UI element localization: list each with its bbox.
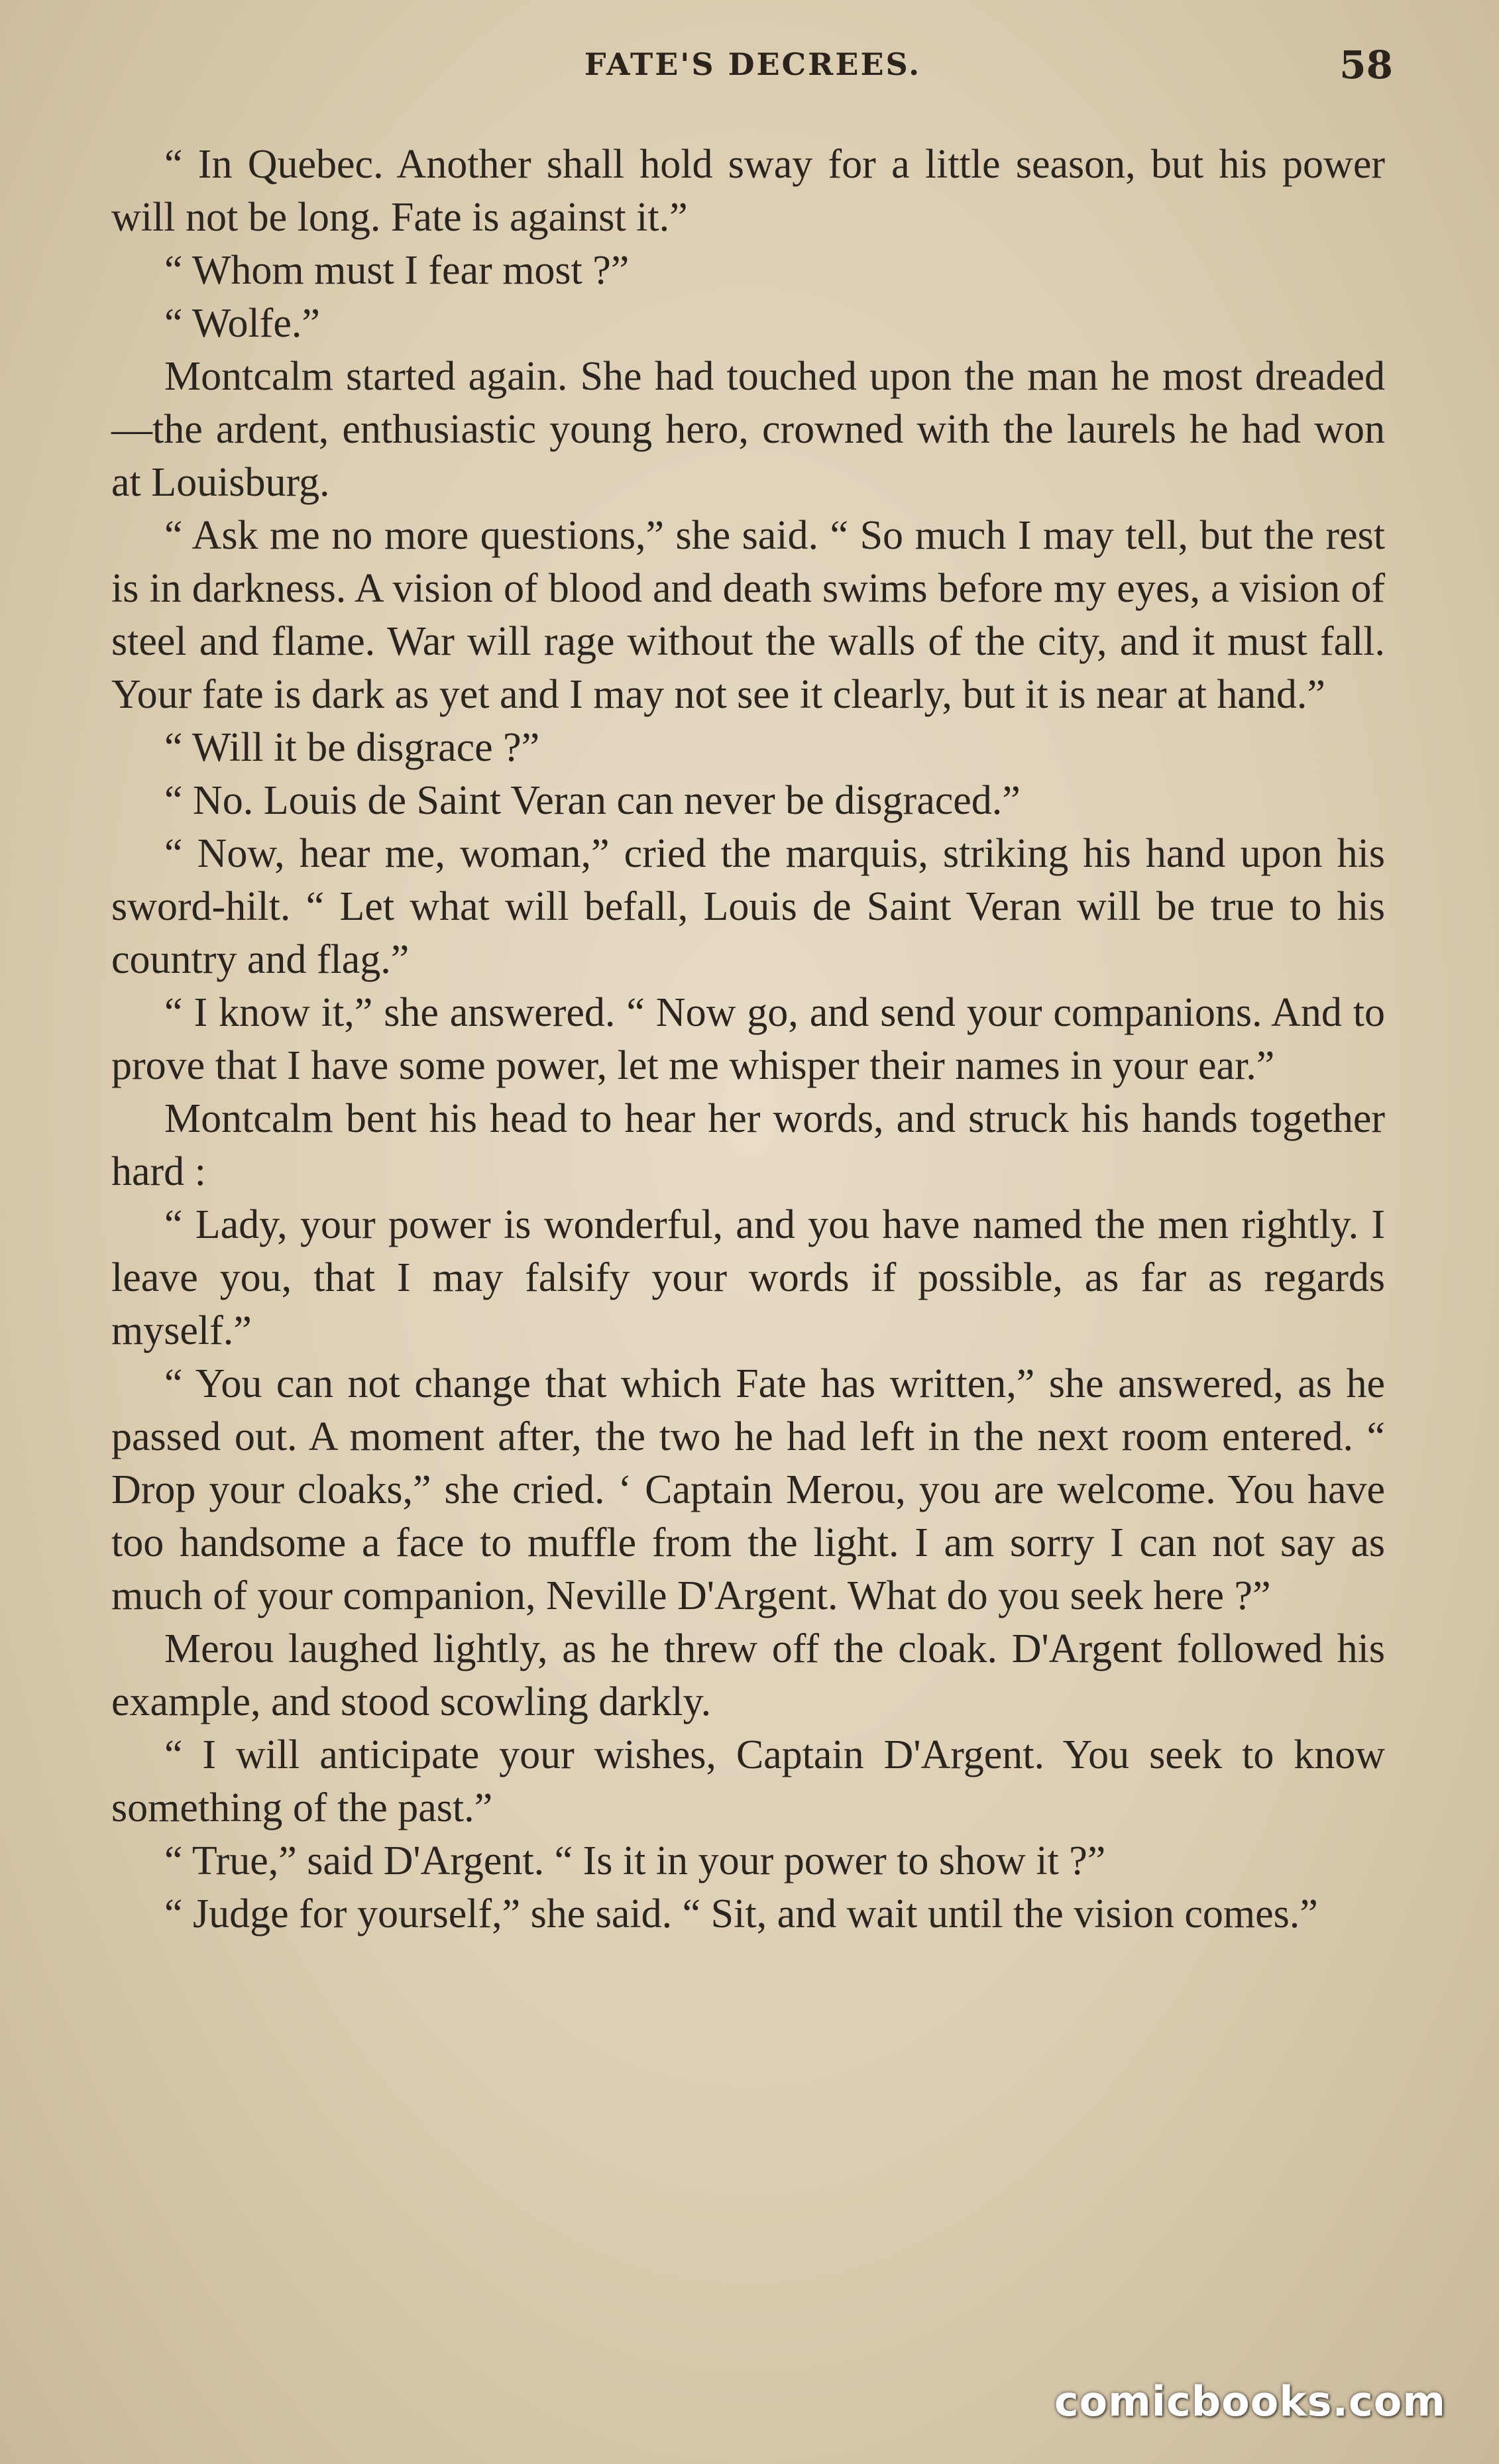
running-head: FATE'S DECREES.: [584, 46, 922, 82]
page-number: 58: [1339, 42, 1393, 87]
paragraph: “ True,” said D'Argent. “ Is it in your power to show it ?”: [164, 1838, 1106, 1883]
paragraph: “ Judge for yourself,” she said. “ Sit, and wait until the vision comes.”: [164, 1891, 1318, 1936]
paragraph: “ I know it,” she answered. “ Now go, and send your companions. And to prove that I have some power, let me whisper their names in your ear.”: [111, 990, 1385, 1088]
paragraph: “ You can not change that which Fate has written,” she answered, as he passed out. A moment after, the two he had left in the next room entered. “ Drop your cloaks,” she cried. ‘ Captain Merou, you are welcome. You have too handsome a face to muffle from the light. I am sorry I can not say as much of your companion, Neville D'Argent. What do you seek here ?”: [111, 1361, 1385, 1618]
paragraph: “ Now, hear me, woman,” cried the marquis, striking his hand upon his sword-hilt. “ Let what will befall, Louis de Saint Veran will be true to his country and flag.”: [111, 831, 1385, 982]
paragraph: Montcalm bent his head to hear her words, and struck his hands together hard :: [111, 1096, 1385, 1194]
paragraph: “ In Quebec. Another shall hold sway for a little season, but his power will not be long. Fate is against it.”: [111, 142, 1385, 240]
paragraph: “ Ask me no more questions,” she said. “ So much I may tell, but the rest is in darkness. A vision of blood and death swims before my eyes, a vision of steel and flame. War will rage without the walls of the city, and it must fall. Your fate is dark as yet and I may not see it clearly, but it is near at hand.”: [111, 513, 1385, 717]
paragraph: “ Lady, your power is wonderful, and you have named the men rightly. I leave you, that I may falsify your words if possible, as far as regards myself.”: [111, 1202, 1385, 1353]
paragraph: Merou laughed lightly, as he threw off the cloak. D'Argent followed his example, and stood scowling darkly.: [111, 1626, 1385, 1724]
paragraph: Montcalm started again. She had touched upon the man he most dreaded—the ardent, enthusiastic young hero, crowned with the laurels he had won at Louisburg.: [111, 354, 1385, 505]
paragraph: “ Whom must I fear most ?”: [164, 248, 630, 293]
watermark: comicbooks.com: [1054, 2377, 1446, 2426]
paragraph: “ Will it be disgrace ?”: [164, 725, 540, 770]
page-header: [113, 40, 1393, 93]
paragraph: “ I will anticipate your wishes, Captain D'Argent. You seek to know something of the past.”: [111, 1732, 1385, 1830]
paragraph: “ Wolfe.”: [164, 301, 320, 346]
body-text: [111, 138, 1385, 1940]
paragraph: “ No. Louis de Saint Veran can never be disgraced.”: [164, 778, 1021, 823]
